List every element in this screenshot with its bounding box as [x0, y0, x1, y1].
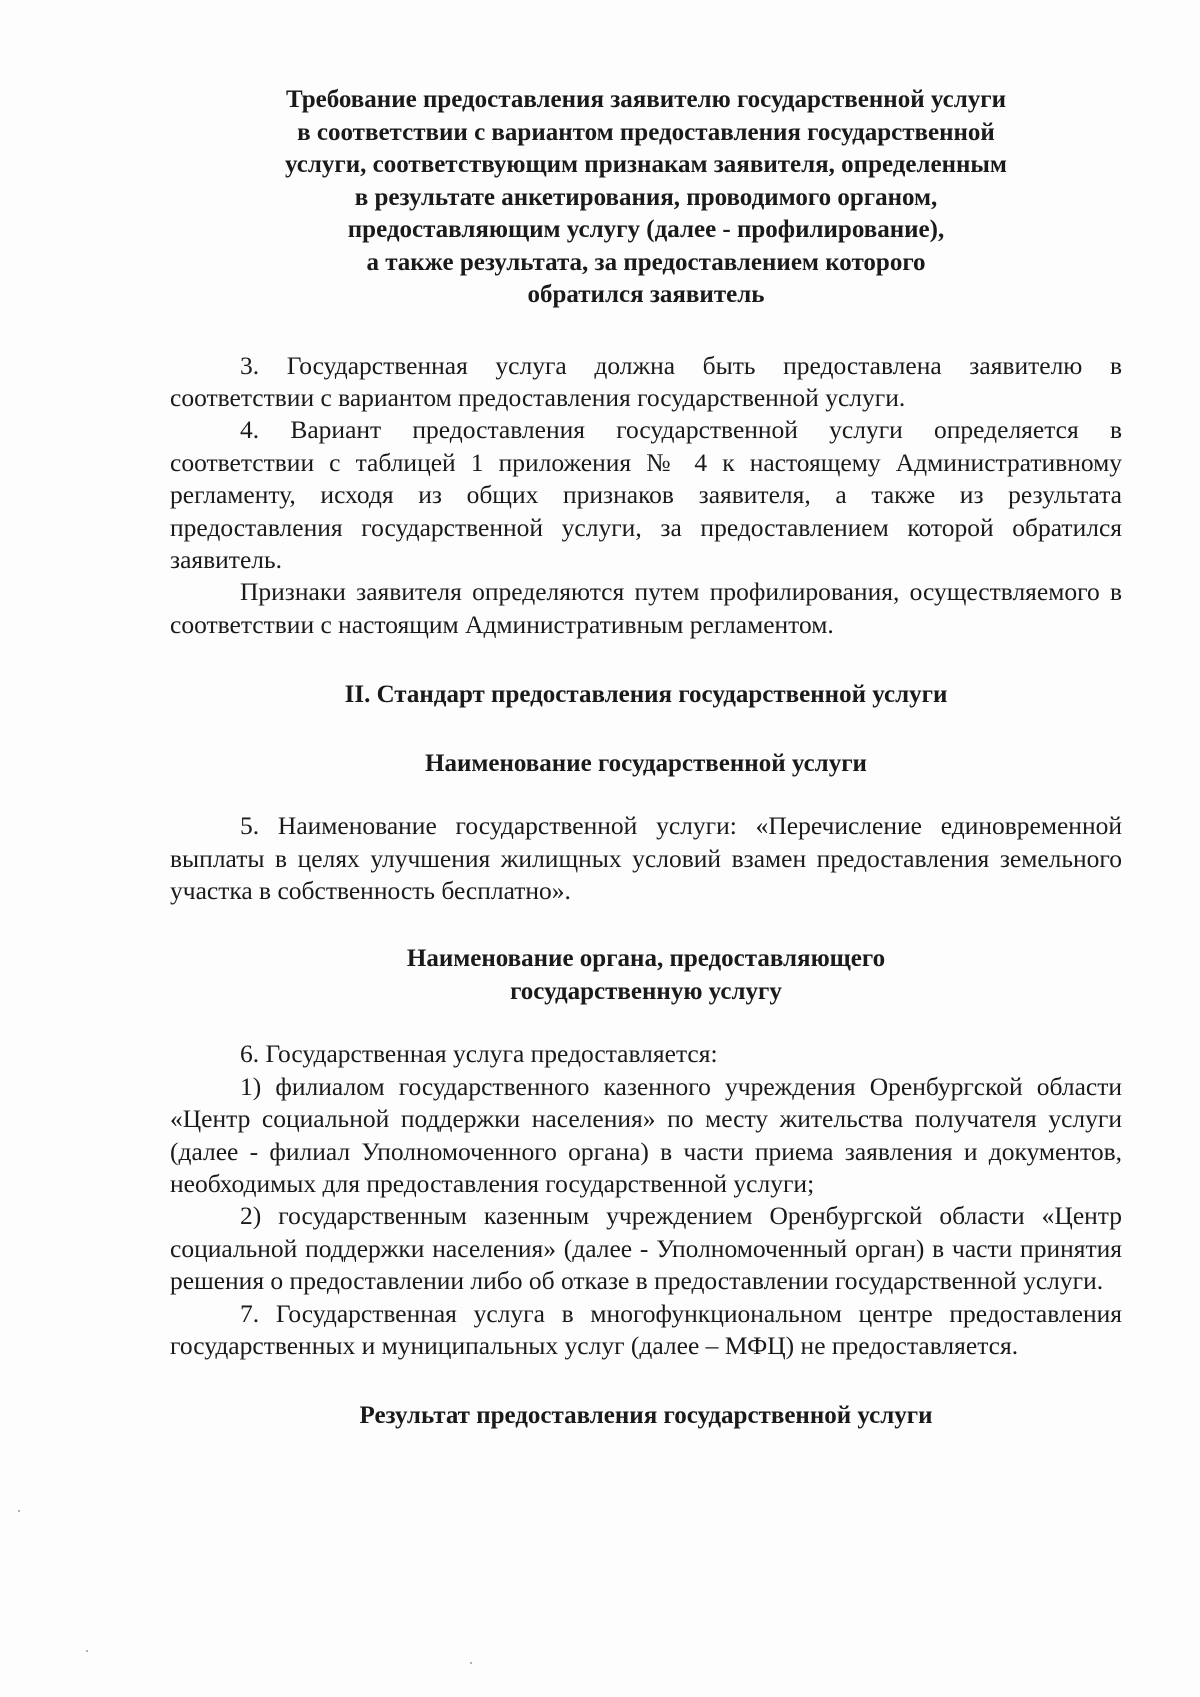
title-line: предоставляющим услугу (далее - профилирование), — [347, 216, 945, 243]
title-line: обратился заявитель — [527, 281, 765, 308]
paragraph-3: 3. Государственная услуга должна быть предоставлена заявителю в соответствии с вариантом предоставления государственной услуги. — [170, 350, 1122, 412]
subheading-line: государственную услугу — [510, 977, 782, 1005]
paragraph-4: 4. Вариант предоставления государственной услуги определяется в соответствии с таблицей 1 приложения № 4 к настоящему Административному регламенту, исходя из общих признаков заявителя, а также из результата предоставления государственной услуги, за предоставлением которой обратился заявитель. — [170, 415, 1122, 574]
subheading-providing-organ — [170, 943, 1122, 1008]
subheading-service-name: Наименование государственной услуги — [425, 749, 867, 777]
document-body — [170, 84, 1122, 1433]
title-line: Требование предоставления заявителю государственной услуги — [286, 86, 1006, 113]
paragraph-6: 6. Государственная услуга предоставляется: — [240, 1039, 718, 1069]
scan-speck — [18, 1510, 20, 1512]
title-line: а также результата, за предоставлением которого — [366, 248, 926, 276]
title-line: в соответствии с вариантом предоставления государственной — [297, 118, 995, 146]
scan-speck — [470, 1662, 472, 1664]
paragraph-6-item-1: 1) филиалом государственного казенного учреждения Оренбургской области «Центр социальной поддержки населения» по месту жительства получателя услуги (далее - филиал Уполномоченного органа) в части приема заявления и документов, необходимых для предоставления государственной услуги; — [170, 1071, 1122, 1198]
paragraph-6-item-2: 2) государственным казенным учреждением Оренбургской области «Центр социальной поддержки населения» (далее - Уполномоченный орган) в части принятия решения о предоставлении либо об отказе в предоставлении государственной услуги. — [170, 1201, 1122, 1296]
paragraph-7: 7. Государственная услуга в многофункциональном центре предоставления государственных и муниципальных услуг (далее – МФЦ) не предоставляется. — [170, 1298, 1122, 1361]
subheading-service-result: Результат предоставления государственной услуги — [359, 1402, 933, 1430]
paragraph-4-applicant-signs: Признаки заявителя определяются путем профилирования, осуществляемого в соответствии с настоящим Административным регламентом. — [170, 577, 1122, 639]
paragraph-5: 5. Наименование государственной услуги: «Перечисление единовременной выплаты в целях улучшения жилищных условий взамен предоставления земельного участка в собственность бесплатно». — [170, 811, 1122, 905]
section-2-title: II. Стандарт предоставления государственной услуги — [344, 681, 948, 709]
scan-speck — [86, 1650, 88, 1652]
subheading-line: Наименование органа, предоставляющего — [406, 945, 886, 973]
document-title — [170, 84, 1122, 312]
title-line: в результате анкетирования, проводимого органом, — [354, 183, 938, 211]
title-line: услуги, соответствующим признакам заявителя, определенным — [285, 151, 1007, 178]
